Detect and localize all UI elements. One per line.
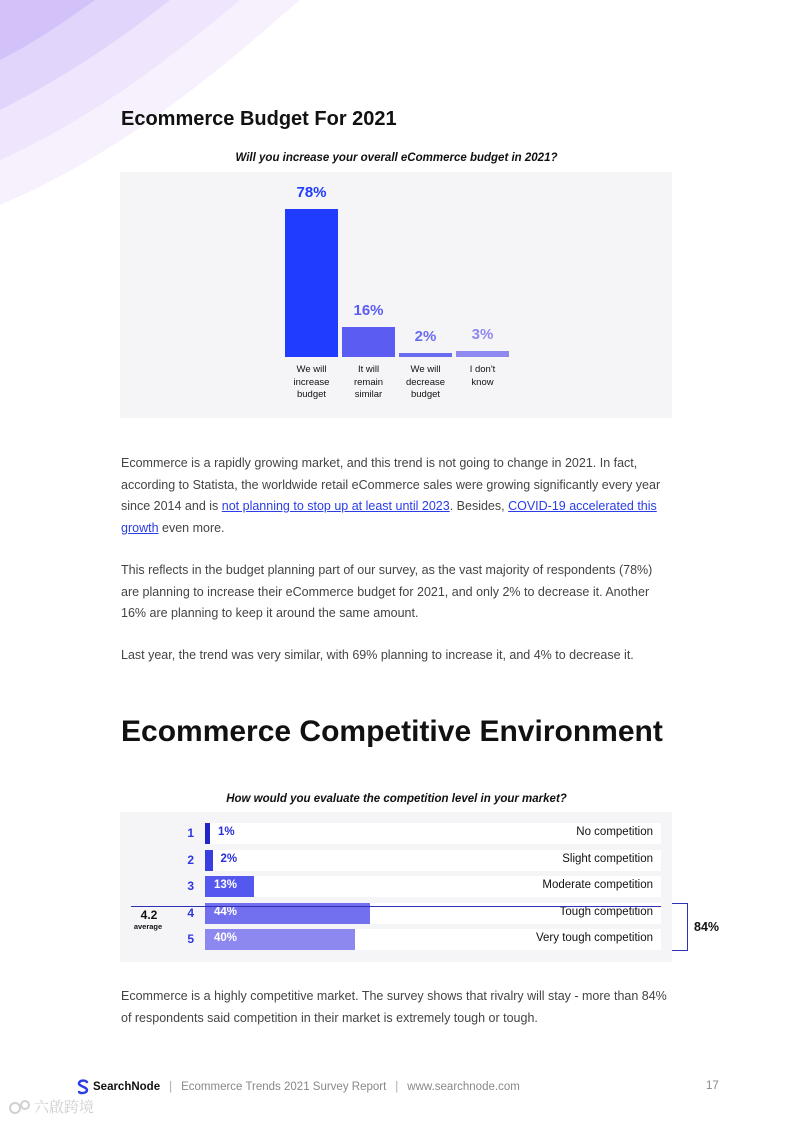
footer-brand: SearchNode [93,1081,161,1093]
competition-rank: 3 [187,879,194,893]
watermark-text: 六啟跨境 [34,1099,95,1116]
budget-bar-category-line: I don't [469,364,496,375]
competition-category-label: No competition [576,826,653,838]
competition-category-label: Tough competition [559,906,653,918]
competition-bar-value: 40% [214,932,238,944]
budget-bar-category-line: increase [293,376,330,388]
budget-bar-category-line: budget [410,389,441,400]
section-heading-budget: Ecommerce Budget For 2021 [121,108,397,130]
section-heading-competition: Ecommerce Competitive Environment [121,715,663,748]
average-label: average [133,922,163,931]
budget-bar-category [395,364,456,402]
budget-bar-category-line: similar [354,389,383,400]
searchnode-logo-icon [76,1079,90,1095]
budget-chart-title: Will you increase your overall eCommerce budget in 2021? [235,152,558,164]
budget-bar-value: 78% [296,184,327,201]
watermark [8,1096,94,1117]
competition-rank: 5 [187,932,194,946]
budget-bar-value: 16% [353,301,384,319]
paragraph-text: . Besides, [449,499,509,513]
competition-rank: 4 [187,906,194,920]
budget-bar-value: 3% [471,326,494,344]
paragraph-competition: Ecommerce is a highly competitive market. The survey shows that rivalry will stay - more than 84% of respondents said competition in their market is extremely tough or tough. [121,989,667,1025]
budget-bar-category-line: budget [296,389,327,400]
competition-bar [205,850,213,871]
footer-report-title: Ecommerce Trends 2021 Survey Report [181,1081,387,1093]
tough-bracket-value: 84% [694,920,720,934]
budget-bar-category-line: It will [357,364,380,375]
competition-bar-value: 44% [214,906,238,918]
paragraph-market-growth [121,453,673,539]
paragraph-last-year: Last year, the trend was very similar, with 69% planning to increase it, and 4% to decrease it. [121,648,634,662]
footer-separator: | [395,1081,399,1093]
competition-rank: 2 [187,853,194,867]
average-value: 4.2 [140,908,158,922]
watermark-logo-icon [8,1098,34,1116]
budget-bar [342,327,395,357]
paragraph-budget-planning: This reflects in the budget planning part of our survey, as the vast majority of respondents (78%) are planning to increase their eCommerce budget for 2021, and only 2% to decrease it. Another 16% are planning to keep it around the same amount. [121,563,653,620]
tough-bracket [672,903,688,951]
competition-bar-value: 1% [218,826,235,838]
link-covid-accelerated[interactable]: COVID-19 accelerated this growth [121,499,657,535]
paragraph-text: Ecommerce is a rapidly growing market, and this trend is not going to change in 2021. In fact, according to Statista, the worldwide retail eCommerce sales were growing significantly every year since 2014 and is [121,456,661,513]
competition-category-label: Slight competition [562,853,653,865]
competition-category-label: Moderate competition [542,879,653,891]
budget-bar-category-line: We will [296,364,327,375]
competition-rank: 1 [187,826,194,840]
link-not-planning-to-stop[interactable]: not planning to stop up at least until 2023 [221,499,450,513]
budget-bar-category [281,364,342,402]
budget-bar [399,353,452,357]
paragraph-text: even more. [158,520,225,535]
competition-bar-value: 2% [220,853,238,865]
competition-bar [205,823,210,844]
average-line [131,906,661,907]
budget-bar-category-line: We will [410,364,441,375]
footer [76,1079,520,1095]
page-number: 17 [706,1080,719,1092]
footer-url[interactable]: www.searchnode.com [407,1081,520,1093]
footer-separator: | [169,1081,173,1093]
budget-bar [285,209,338,357]
budget-bar-value: 2% [414,328,437,346]
budget-bar-category-line: remain [353,376,384,388]
budget-bar-category [338,364,399,402]
budget-bar-category-line: know [471,376,494,388]
budget-bar [456,351,509,357]
competition-category-label: Very tough competition [536,932,653,944]
competition-chart-title: How would you evaluate the competition level in your market? [226,793,567,805]
competition-bar-value: 13% [214,879,238,891]
budget-bar-category [452,364,513,389]
budget-bar-category-line: decrease [405,376,446,388]
